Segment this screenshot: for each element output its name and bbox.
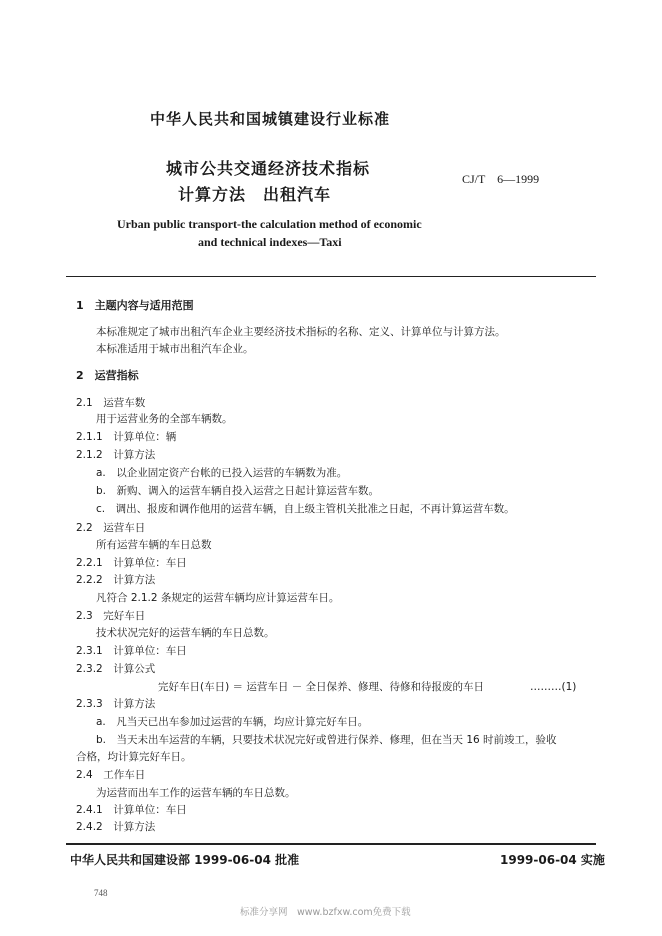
english-title-line1: Urban public transport-the calculation method of economic	[117, 217, 422, 231]
body-line: b. 新购、调入的运营车辆自投入运营之日起计算运营车数。	[96, 485, 380, 497]
footer-divider	[66, 843, 596, 845]
page-number: 748	[94, 888, 108, 898]
standard-code: CJ/T 6—1999	[462, 172, 540, 186]
implementation-date: 1999-06-04 实施	[500, 853, 605, 867]
body-line: 技术状况完好的运营车辆的车日总数。	[96, 627, 275, 639]
body-line: 2.3.2 计算公式	[76, 663, 156, 675]
body-line: 2.4.2 计算方法	[76, 821, 156, 833]
body-line: c. 调出、报废和调作他用的运营车辆，自上级主管机关批准之日起，不再计算运营车数。	[96, 503, 515, 515]
document-title-line2: 计算方法 出租汽车	[178, 185, 332, 204]
body-line: 本标准规定了城市出租汽车企业主要经济技术指标的名称、定义、计算单位与计算方法。	[96, 326, 506, 338]
document-title-line1: 城市公共交通经济技术指标	[166, 159, 371, 178]
watermark-text: 标准分享网 www.bzfxw.com免费下载	[240, 907, 411, 918]
body-line: 2.1.1 计算单位：辆	[76, 431, 177, 443]
body-line: 2.2 运营车日	[76, 522, 146, 534]
header-divider	[66, 276, 596, 277]
body-line: 本标准适用于城市出租汽车企业。	[96, 343, 254, 355]
body-line: 完好车日(车日) ＝ 运营车日 － 全日保养、修理、待修和待报废的车日	[158, 681, 485, 693]
body-line: 2.4 工作车日	[76, 769, 146, 781]
body-line: 2.4.1 计算单位：车日	[76, 804, 187, 816]
body-line: 2.3.1 计算单位：车日	[76, 645, 187, 657]
body-line: 用于运营业务的全部车辆数。	[96, 413, 233, 425]
body-line: 2.1 运营车数	[76, 397, 146, 409]
body-line: 合格，均计算完好车日。	[76, 751, 192, 763]
body-line: 凡符合 2.1.2 条规定的运营车辆均应计算运营车日。	[96, 592, 340, 604]
body-line: 2.1.2 计算方法	[76, 449, 156, 461]
approval-date: 中华人民共和国建设部 1999-06-04 批准	[70, 853, 300, 867]
body-line: a. 以企业固定资产台帐的已投入运营的车辆数为准。	[96, 467, 348, 479]
body-line: 2.2.1 计算单位：车日	[76, 557, 187, 569]
body-line: ………(1)	[530, 681, 577, 693]
english-title-line2: and technical indexes—Taxi	[198, 235, 342, 249]
standard-organization: 中华人民共和国城镇建设行业标准	[150, 110, 391, 128]
body-line: b. 当天未出车运营的车辆，只要技术状况完好或曾进行保养、修理，但在当天 16 时前竣工，验收	[96, 734, 557, 746]
body-line: 2.3 完好车日	[76, 610, 146, 622]
section-heading: 1 主题内容与适用范围	[76, 299, 194, 312]
body-line: a. 凡当天已出车参加过运营的车辆，均应计算完好车日。	[96, 716, 369, 728]
section-heading: 2 运营指标	[76, 369, 139, 382]
body-line: 2.2.2 计算方法	[76, 574, 156, 586]
body-line: 所有运营车辆的车日总数	[96, 539, 212, 551]
body-line: 2.3.3 计算方法	[76, 698, 156, 710]
body-line: 为运营而出车工作的运营车辆的车日总数。	[96, 787, 296, 799]
